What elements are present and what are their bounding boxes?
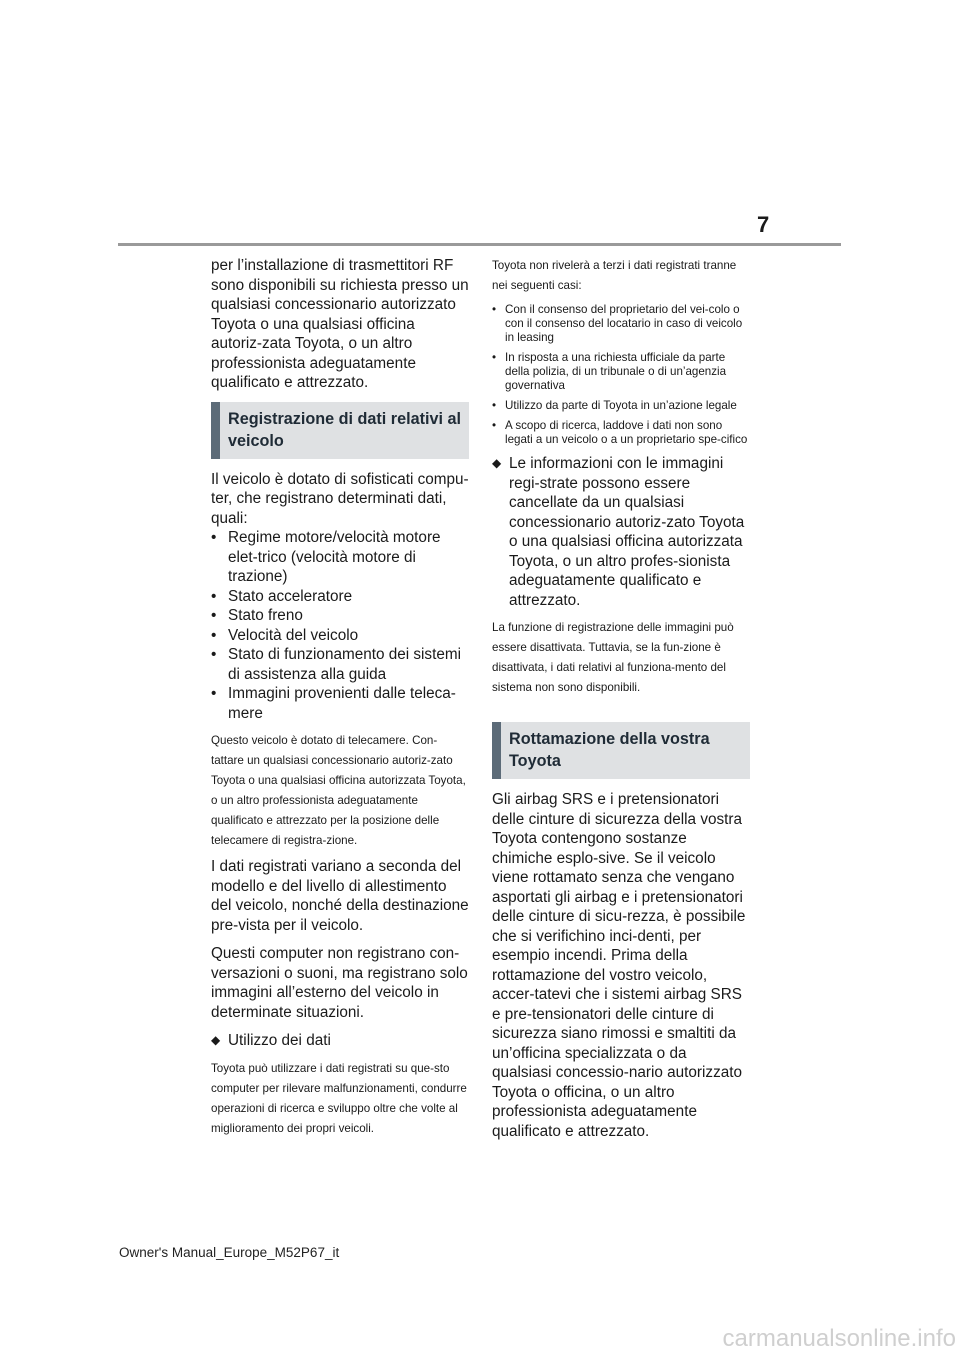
list-item: • Regime motore/velocità motore elet-trico (velocità motore di trazione) [211,529,441,585]
camera-note: Questo veicolo è dotato di telecamere. Con-tattare un qualsiasi concessionario autoriz-zato Toyota o una qualsiasi officina autorizzata Toyota, o un altro professionista adeguatamente qualificato e attrezzato per la posizione delle telecamere di registra-zione. [211,734,466,847]
recorded-data-list [211,528,469,723]
watermark: carmanualsonline.info [722,1325,956,1352]
disclosure-list [492,303,750,447]
subheading-image-deletion: ◆ Le informazioni con le immagini regi-strate possono essere cancellate da un qualsiasi concessionario autoriz-zato Toyota o una qualsiasi officina autorizzata Toyota, o un altro profes-sionista adeguatamente qualificato e attrezzato. [492,455,745,609]
computers-paragraph: Questi computer non registrano con-versazioni o suoni, ma registrano solo immagini all’esterno del veicolo in determinate situazioni. [211,945,468,1021]
recorded-data-paragraph: I dati registrati variano a seconda del modello e del livello di allestimento del veicolo, nonché della destinazione pre-vista per il veicolo. [211,858,469,934]
scrapping-paragraph: Gli airbag SRS e i pretensionatori delle cinture di sicurezza della vostra Toyota contengono sostanze chimiche esplo-sive. Se il veicolo viene rottamato senza che vengano asportati gli airbag e i pretensionatori delle cinture di sicu-rezza, è possibile che si verifichino inci-denti, per esempio incendi. Prima della rottamazione del vostro veicolo, accer-tatevi che i sistemi airbag SRS e pre-tensionatori delle cinture di sicurezza siano rimossi e smaltiti da un’officina specializzata o da qualsiasi concessio-nario autorizzato Toyota o officina, o un altro professionista adeguatamente qualificato e attrezzato. [492,791,746,1140]
bullet-icon: • [211,685,217,702]
disclosure-intro: Toyota non rivelerà a terzi i dati registrati tranne nei seguenti casi: [492,259,737,292]
subheading-data-usage: ◆ Utilizzo dei dati [211,1032,331,1049]
image-recording-note: La funzione di registrazione delle immagini può essere disattivata. Tuttavia, se la fun-zione è disattivata, i dati relativi al funziona-mento del sistema non sono disponibili. [492,621,734,694]
intro-paragraph: per l’installazione di trasmettitori RF sono disponibili su richiesta presso un qualsiasi concessionario autorizzato Toyota o una qualsiasi officina autoriz-zata Toyota, o un altro professionista adeguatamente qualificato e attrezzato. [211,257,469,391]
section-heading-data-recording: Registrazione di dati relativi al veicolo [211,402,469,459]
list-item: • In risposta a una richiesta ufficiale da parte della polizia, di un tribunale o di un’agenzia governativa [492,351,727,392]
bullet-icon: • [211,646,217,663]
right-column [492,256,750,1150]
left-column [211,256,469,1145]
header-rule [118,243,841,246]
bullet-icon: • [492,419,497,432]
page-number: 7 [757,212,770,237]
diamond-icon: ◆ [492,456,502,470]
data-usage-note: Toyota può utilizzare i dati registrati su que-sto computer per rilevare malfunzionamenti, condurre operazioni di ricerca e sviluppo oltre che volte al miglioramento dei propri veicoli. [211,1061,467,1135]
list-item: • Stato freno [211,607,303,624]
footer-manual-id: Owner's Manual_Europe_M52P67_it [119,1245,340,1260]
list-item: • A scopo di ricerca, laddove i dati non sono legati a un veicolo o a un proprietario spe-cifico [492,419,748,446]
list-item: • Stato acceleratore [211,587,353,605]
list-item: • Velocità del veicolo [211,626,359,644]
list-item: • Immagini provenienti dalle teleca-mere [211,685,456,722]
recording-paragraph: Il veicolo è dotato di sofisticati compu-ter, che registrano determinati dati, quali: [211,470,469,527]
bullet-icon: • [211,587,217,605]
bullet-icon: • [211,626,217,644]
section-heading-scrapping: Rottamazione della vostra Toyota [492,722,750,779]
list-item: • Stato di funzionamento dei sistemi di assistenza alla guida [211,646,461,683]
bullet-icon: • [211,529,217,546]
bullet-icon: • [492,303,497,316]
bullet-icon: • [211,607,217,624]
diamond-icon: ◆ [211,1033,221,1047]
bullet-icon: • [492,399,497,412]
bullet-icon: • [492,351,497,364]
list-item: • Utilizzo da parte di Toyota in un’azione legale [492,399,737,412]
list-item: • Con il consenso del proprietario del vei-colo o con il consenso del locatario in caso di veicolo in leasing [492,303,743,344]
